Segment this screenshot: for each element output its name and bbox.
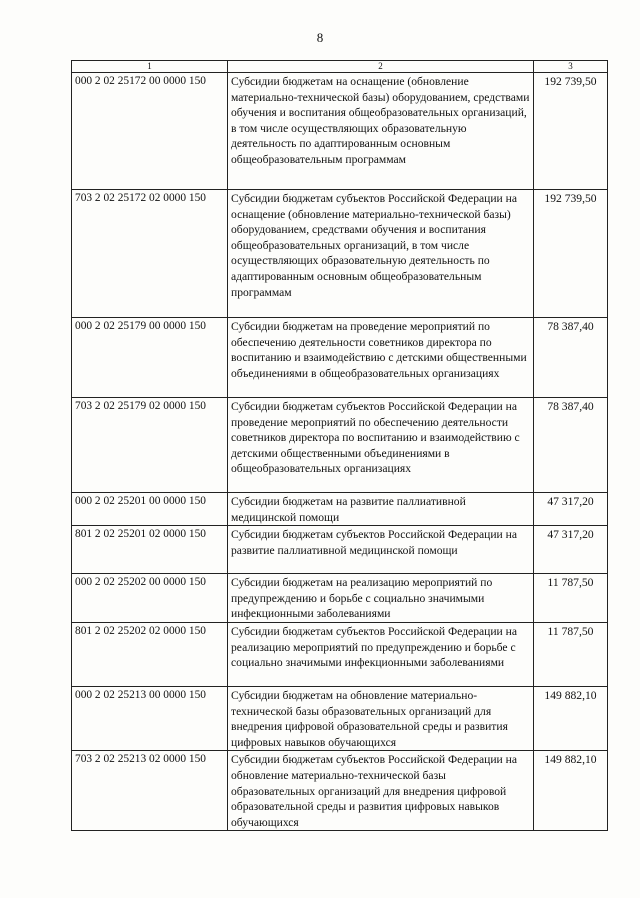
budget-item-name: Субсидии бюджетам субъектов Российской Федерации на реализацию мероприятий по предупреждению и борьбе с социально значимыми инфекционными заболеваниями [228, 622, 534, 686]
budget-item-name: Субсидии бюджетам субъектов Российской Федерации на развитие паллиативной медицинской помощи [228, 526, 534, 574]
budget-code: 703 2 02 25179 02 0000 150 [72, 398, 228, 493]
table-row [72, 751, 608, 831]
budget-code: 000 2 02 25201 00 0000 150 [72, 493, 228, 526]
budget-item-name: Субсидии бюджетам на обновление материально-технической базы образовательных организаций для внедрения цифровой образовательной среды и развития цифровых навыков обучающихся [228, 686, 534, 750]
budget-item-name: Субсидии бюджетам на оснащение (обновление материально-технической базы) оборудованием, средствами обучения и воспитания общеобразовательных организаций, в том числе осуществляющих образовательную деятельность по адаптированным основным общеобразовательным программам [228, 73, 534, 190]
amount: 11 787,50 [534, 622, 608, 686]
amount: 47 317,20 [534, 526, 608, 574]
amount: 78 387,40 [534, 318, 608, 398]
amount: 192 739,50 [534, 190, 608, 318]
budget-item-name: Субсидии бюджетам на развитие паллиативной медицинской помощи [228, 493, 534, 526]
table-row [72, 398, 608, 493]
table-row [72, 622, 608, 686]
budget-revenue-table [71, 60, 608, 831]
budget-code: 000 2 02 25202 00 0000 150 [72, 574, 228, 623]
table-header-row [72, 61, 608, 73]
amount: 149 882,10 [534, 686, 608, 750]
budget-code: 000 2 02 25172 00 0000 150 [72, 73, 228, 190]
budget-code: 000 2 02 25179 00 0000 150 [72, 318, 228, 398]
page-number: 8 [316, 30, 324, 45]
budget-item-name: Субсидии бюджетам на проведение мероприятий по обеспечению деятельности советников директора по воспитанию и взаимодействию с детскими общественными объединениями в общеобразовательных организациях [228, 318, 534, 398]
table-row [72, 493, 608, 526]
amount: 78 387,40 [534, 398, 608, 493]
column-header-name: 2 [228, 61, 534, 73]
budget-item-name: Субсидии бюджетам на реализацию мероприятий по предупреждению и борьбе с социально значимыми инфекционными заболеваниями [228, 574, 534, 623]
table-row [72, 526, 608, 574]
amount: 192 739,50 [534, 73, 608, 190]
amount: 11 787,50 [534, 574, 608, 623]
column-header-code: 1 [72, 61, 228, 73]
amount: 47 317,20 [534, 493, 608, 526]
budget-code: 801 2 02 25201 02 0000 150 [72, 526, 228, 574]
budget-item-name: Субсидии бюджетам субъектов Российской Федерации на проведение мероприятий по обеспечению деятельности советников директора по воспитанию и взаимодействию с детскими общественными объединениями в общеобразовательных организациях [228, 398, 534, 493]
budget-code: 703 2 02 25213 02 0000 150 [72, 751, 228, 831]
budget-code: 000 2 02 25213 00 0000 150 [72, 686, 228, 750]
table-row [72, 73, 608, 190]
table-row [72, 190, 608, 318]
budget-code: 703 2 02 25172 02 0000 150 [72, 190, 228, 318]
budget-item-name: Субсидии бюджетам субъектов Российской Федерации на обновление материально-технической базы образовательных организаций для внедрения цифровой образовательной среды и развития цифровых навыков обучающихся [228, 751, 534, 831]
amount: 149 882,10 [534, 751, 608, 831]
table-row [72, 574, 608, 623]
table-row [72, 318, 608, 398]
budget-item-name: Субсидии бюджетам субъектов Российской Федерации на оснащение (обновление материально-технической базы) оборудованием, средствами обучения и воспитания общеобразовательных организаций, в том числе осуществляющих образовательную деятельность по адаптированным основным общеобразовательным программам [228, 190, 534, 318]
column-header-amount: 3 [534, 61, 608, 73]
table-row [72, 686, 608, 750]
budget-code: 801 2 02 25202 02 0000 150 [72, 622, 228, 686]
